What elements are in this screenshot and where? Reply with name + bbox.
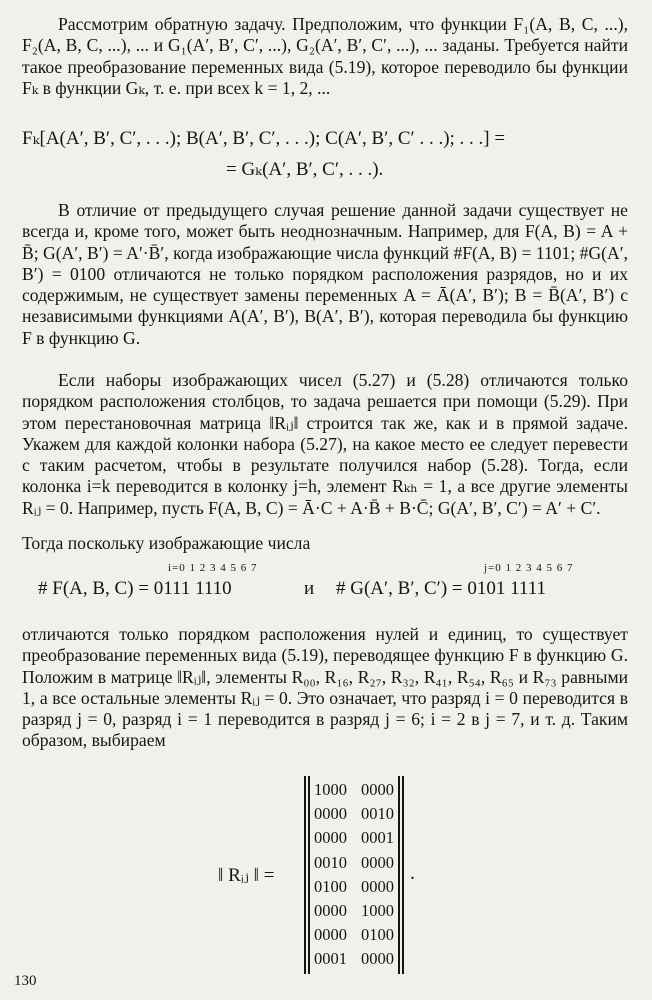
- matrix-cell: 0001: [314, 949, 347, 969]
- matrix-cell: 1000: [314, 780, 347, 799]
- g-digit-index: j=0 1 2 3 4 5 6 7: [484, 562, 574, 574]
- matrix-right-bar: [398, 776, 400, 974]
- paragraph-inverse-problem: [22, 14, 628, 99]
- matrix-row: [314, 853, 394, 877]
- matrix-row: [314, 780, 394, 804]
- matrix-cell: 0000: [314, 804, 347, 824]
- paragraph-matrix-choice: [22, 624, 628, 752]
- matrix-cell: 1000: [361, 900, 394, 920]
- matrix-cell: 0000: [314, 900, 347, 920]
- matrix-row: [314, 877, 394, 901]
- paragraph-text: Рассмотрим обратную задачу. Предположим, что функции F₁(A, B, C, ...), F₂(A, B, C, ...), ... и G₁(A′, B′, C′, ...), G₂(A′, B′, C′, ...), ... заданы. Требуется найти такое преобразование переменных вида (5.19), которое переводило бы функции Fₖ в функции Gₖ, т. е. при всех k = 1, 2, ...: [22, 14, 628, 98]
- matrix-cell: 0010: [314, 852, 347, 872]
- equation-line-2: = Gₖ(A′, B′, C′, . . .).: [226, 159, 384, 180]
- matrix-row: [314, 804, 394, 828]
- equation-line-1: Fₖ[A(A′, B′, C′, . . .); B(A′, B′, C′, . . .); C(A′, B′, C′ . . .); . . .] =: [22, 128, 506, 149]
- matrix-cell: 0010: [361, 804, 394, 824]
- matrix-row: [314, 901, 394, 925]
- matrix-row: [314, 828, 394, 852]
- f-digit-index: i=0 1 2 3 4 5 6 7: [168, 562, 258, 574]
- matrix-right-bar: [402, 776, 404, 974]
- matrix-cell: 0000: [361, 876, 394, 896]
- matrix-row: [314, 949, 394, 973]
- matrix-cell: 0100: [314, 876, 347, 896]
- paragraph-text: отличаются только порядком расположения нулей и единиц, то существует преобразование переменных вида (5.19), переводящее функцию F в функцию G. Положим в матрице ‖Rᵢⱼ‖, элементы R₀₀, R₁₆, R₂₇, R₃₂, R₄₁, R₅₄, R₆₅ и R₇₃ равными 1, а все остальные элементы Rᵢⱼ = 0. Это означает, что разряд i = 0 переводится в разряд j = 0, разряд i = 1 переводится в разряд j = 6; i = 2 в j = 7, и т. д. Таким образом, выбираем: [22, 624, 628, 751]
- conjunction: и: [304, 578, 315, 599]
- page-number: 130: [14, 973, 37, 989]
- matrix-period: .: [410, 862, 415, 884]
- paragraph-text: Если наборы изображающих чисел (5.27) и (5.28) отличаются только порядком расположения столбцов, то задача решается при помощи (5.29). При этом перестановочная матрица ‖Rᵢⱼ‖ строится так же, как и в прямой задаче. Укажем для каждой колонки набора (5.27), на какое место ее следует перевести с таким расчетом, чтобы в результате получился набор (5.28). Тогда, если колонка i=k переводится в колонку j=h, элемент Rₖₕ = 1, а все другие элементы Rᵢⱼ = 0. Например, пусть F(A, B, C) = Ā·C + A·B̄ + B·C̄; G(A′, B′, C′) = A′ + C′.: [22, 370, 628, 518]
- permutation-matrix: [206, 776, 446, 974]
- matrix-cell: 0000: [361, 780, 394, 799]
- matrix-cell: 0000: [361, 852, 394, 872]
- matrix-cell: 0000: [361, 949, 394, 969]
- matrix-cell: 0001: [361, 828, 394, 848]
- matrix-rows: [314, 780, 394, 974]
- matrix-label: ‖ Rᵢⱼ ‖ =: [218, 865, 275, 886]
- matrix-left-bar: [308, 776, 310, 974]
- paragraph-text: В отличие от предыдущего случая решение данной задачи существует не всегда и, кроме того, может быть неоднозначным. Например, для F(A, B) = A + B̄; G(A′, B′) = A′·B̄′, когда изображающие числа функций #F(A, B) = 1101; #G(A′, B′) = 0100 отличаются не только порядком расположения разрядов, но и их содержимым, не существует замены переменных A = Ā(A′, B′); B = B̄(A′, B′) с независимыми функциями A(A′, B′), B(A′, B′), которая переводила бы функцию F в функцию G.: [22, 200, 628, 348]
- matrix-cell: 0000: [314, 925, 347, 945]
- matrix-left-bar: [304, 776, 306, 974]
- f-representing-number: # F(A, B, C) = 0111 1110: [38, 578, 232, 599]
- g-representing-number: # G(A′, B′, C′) = 0101 1111: [336, 578, 547, 599]
- matrix-row: [314, 925, 394, 949]
- paragraph-columns: [22, 370, 628, 519]
- paragraph-numbers-intro: [22, 533, 628, 554]
- paragraph-example: [22, 200, 628, 349]
- paragraph-text: Тогда поскольку изображающие числа: [22, 533, 311, 553]
- matrix-cell: 0100: [361, 925, 394, 945]
- matrix-cell: 0000: [314, 828, 347, 848]
